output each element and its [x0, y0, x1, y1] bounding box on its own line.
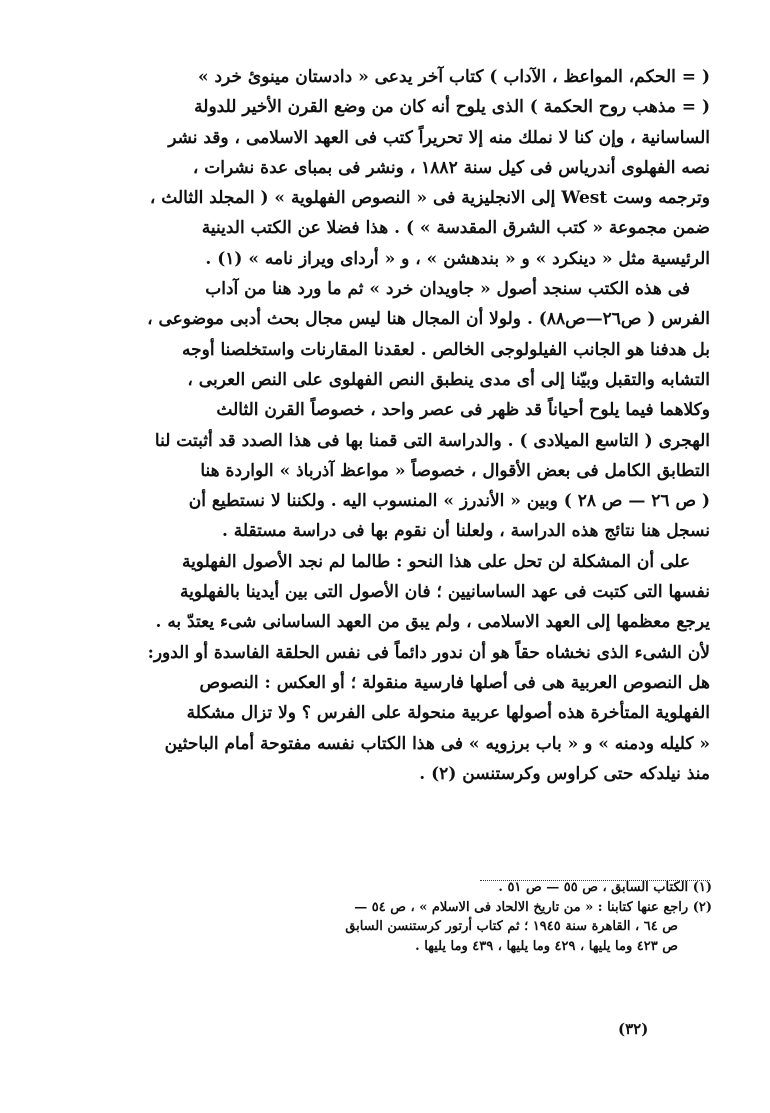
- main-text: [110, 62, 710, 789]
- paragraph-3: [110, 547, 710, 789]
- footnote-2-continued: ص ٦٤ ، القاهرة سنة ١٩٤٥ ؛ ثم كتاب أرتور كرستنسن السابق: [345, 919, 678, 934]
- text-line: ( = مذهب روح الحكمة ) الذى يلوح أنه كان من وضع القرن الأخير للدولة: [194, 97, 710, 118]
- text-line: نصه الفهلوى أندرياس فى كيل سنة ١٨٨٢ ، ونشر فى بمباى عدة نشرات ،: [192, 157, 710, 178]
- text-line: بل هدفنا هو الجانب الفيلولوجى الخالص . لعقدنا المقارنات واستخلصنا أوجه: [182, 339, 710, 360]
- text-line: هل النصوص العربية هى فى أصلها فارسية منقولة ؛ أو العكس : النصوص: [199, 672, 710, 693]
- text-line: ضمن مجموعة « كتب الشرق المقدسة » ) . هذا فضلا عن الكتب الدينية: [201, 218, 710, 239]
- text-line: « كليله ودمنه » و « باب برزويه » فى هذا الكتاب نفسه مفتوحة أمام الباحثين: [164, 733, 710, 754]
- text-line: وكلاهما فيما يلوح أحياناً قد ظهر فى عصر واحد ، خصوصاً القرن الثالث: [216, 400, 710, 421]
- text-line: التشابه والتقبل وبيّنا إلى أى مدى ينطبق النص الفهلوى على النص العربى ،: [187, 369, 710, 390]
- text-line: نسجل هنا نتائج هذه الدراسة ، ولعلنا أن نقوم بها فى دراسة مستقلة .: [221, 521, 710, 542]
- text-line: الهجرى ( التاسع الميلادى ) . والدراسة التى قمنا بها فى هذا الصدد قد أثبتت لنا: [154, 430, 710, 451]
- paragraph-2: [110, 274, 710, 547]
- text-line: على أن المشكلة لن تحل على هذا النحو : طالما لم نجد الأصول الفهلوية: [181, 551, 690, 572]
- text-line: منذ نيلدكه حتى كراوس وكرستنسن (٢) .: [419, 763, 710, 784]
- text-line: وترجمه وست West إلى الانجليزية فى « النصوص الفهلوية » ( المجلد الثالث ،: [149, 188, 710, 209]
- page-number: (٣٢): [618, 1020, 649, 1038]
- text-line: التطابق الكامل فى بعض الأقوال ، خصوصاً « مواعظ آذرباذ » الواردة هنا: [200, 460, 710, 481]
- text-line: ( ص ٢٦ — ص ٢٨ ) وبين « الأندرز » المنسوب اليه . ولكننا لا نستطيع أن: [188, 491, 710, 512]
- text-line: الرئيسية مثل « دينكرد » و « بندهشن » ، و « أرداى ويراز نامه » (١) .: [205, 248, 710, 269]
- text-line: يرجع معظمها إلى العهد الاسلامى ، ولم يبق من العهد الساسانى شىء يعتدّ به .: [155, 612, 710, 633]
- text-line: الفهلوية المتأخرة هذه أصولها عربية منحولة على الفرس ؟ ولا تزال مشكلة: [186, 703, 710, 724]
- paragraph-1: [110, 62, 710, 274]
- footnote-2-continued: ص ٤٢٣ وما يليها ، ٤٢٩ وما يليها ، ٤٣٩ وما يليها .: [415, 938, 678, 954]
- text-line: الساسانية ، وإن كنا لا نملك منه إلا تحريراً كتب فى العهد الاسلامى ، وقد نشر: [168, 127, 710, 148]
- text-line: نفسها التى كتبت فى عهد الساسانيين ؛ فان الأصول التى بين أيدينا بالفهلوية: [180, 582, 710, 603]
- text-line: الفرس ( ص٢٦—ص٨٨) . ولولا أن المجال هنا ليس مجال بحث أدبى موضوعى ،: [147, 309, 710, 330]
- footnote-line: (٢) راجع عنها كتابنا : « من تاريخ الالحاد فى الاسلام » ، ص ٥٤ —: [354, 899, 712, 915]
- footnotes: [100, 878, 712, 956]
- footnote-1: (١) الكتاب السابق ، ص ٥٥ — ص ٥١ .: [498, 880, 712, 895]
- text-line: ( = الحكم، المواعظ ، الآداب ) كتاب آخر يدعى « دادستان مينوئ خرد »: [197, 67, 710, 87]
- text-line: لأن الشىء الذى نخشاه حقاً هو أن ندور دائماً فى نفس الحلقة الفاسدة أو الدور:: [147, 642, 710, 663]
- footnote-2: [100, 898, 712, 918]
- text-line: فى هذه الكتب سنجد أصول « جاويدان خرد » ثم ما ورد هنا من آداب: [205, 279, 690, 300]
